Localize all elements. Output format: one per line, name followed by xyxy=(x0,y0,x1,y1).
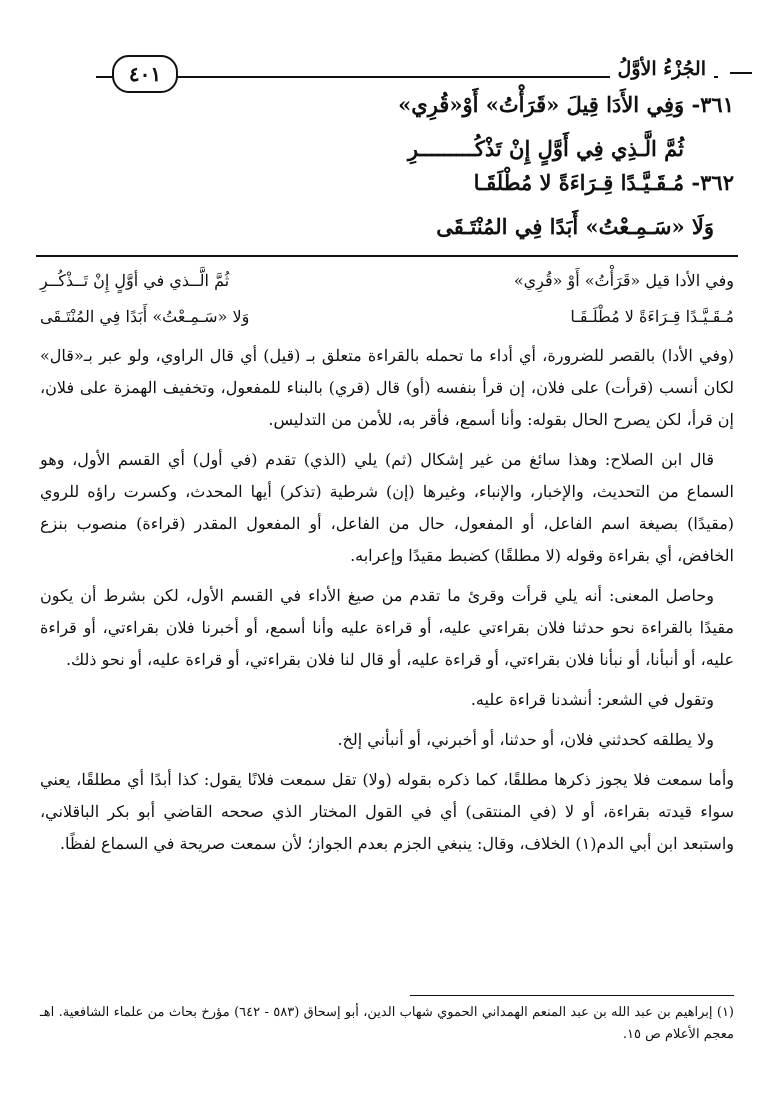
commentary-paragraph: وحاصل المعنى: أنه يلي قرأت وقرئ ما تقدم من صيغ الأداء في القسم الأول، لكن بشرط أن يكون مقيدًا بالقراءة نحو حدثنا فلان بقراءتي عليه، أو قراءة عليه وأنا أسمع، أو أخبرنا فلان بقراءتي، أو قراءة عليه، أو أنبأنا، أو نبأنا فلان بقراءتي، أو قراءة عليه، أو قال لنا فلان بقراءتي، أو قراءة عليه، أو نحو ذلك. xyxy=(40,586,734,669)
running-head: الجُزْءُ الأوَّلُ xyxy=(610,58,714,80)
commentary-paragraph: وتقول في الشعر: أنشدنا قراءة عليه. xyxy=(470,690,714,709)
page-number: ٤٠١ xyxy=(112,55,178,93)
commentary-paragraph: ولا يطلقه كحدثني فلان، أو حدثنا، أو أخبرني، أو أنبأني إلخ. xyxy=(337,730,714,749)
header-dash xyxy=(730,72,752,74)
verse-hemistich-left: وَلا «سَـمِـعْتُ» أَبَدًا فِي المُنْتَـقَى xyxy=(40,306,250,326)
poem-line-2: ثُمَّ الَّـذِي فِي أَوَّلٍ إِنْ تَذْكُـــــــــرِ xyxy=(407,136,684,161)
verse-hemistich-left: ثُمَّ الَّــذي في أوَّلٍ إِنْ تَــذْكُــرِ xyxy=(40,270,230,290)
footnote xyxy=(40,1002,734,1046)
verse-hemistich-right: وفي الأدا قيل «قَرَأْتُ» أَوْ «قُرِي» xyxy=(513,270,734,290)
poem-line-1: ٣٦١- وَفِي الأَدَا قِيلَ «قَرَأْتُ» أَوْ«قُرِي» xyxy=(398,92,734,117)
footnote-rule xyxy=(410,995,734,996)
commentary-body xyxy=(40,340,734,868)
commentary-paragraph: قال ابن الصلاح: وهذا سائغ من غير إشكال (ثم) يلي (الذي) تقدم (في أول) أي القسم الأول، وهو السماع من التحديث، والإخبار، والإنباء، وغيرها (إن) شرطية (تذكر) أيها المحدث، وكسرت راؤه للروي (مقيدًا) بصيغة اسم الفاعل، أو المفعول، حال من الفاعل، أو المفعول المقدر (قراءة) منصوب بنزع الخافض، أي بقراءة وقوله (لا مطلقًا) كضبط مقيدًا وإعرابه. xyxy=(40,450,734,565)
verse-hemistich-right: مُـقَـيَّـدًا قِـرَاءَةً لا مُطْلَـقَـا xyxy=(570,306,734,326)
poem-line-3: ٣٦٢- مُـقَـيَّـدًا قِـرَاءَةً لا مُطْلَقَـا xyxy=(473,170,734,195)
footnote-text: (١) إبراهيم بن عبد الله بن عبد المنعم الهمداني الحموي شهاب الدين، أبو إسحاق (٥٨٣ - ٦٤٢) مؤرخ بحاث من علماء الشافعية. اهـ معجم الأعلام ص ١٥. xyxy=(40,1005,734,1042)
commentary-paragraph: وأما سمعت فلا يجوز ذكرها مطلقًا، كما ذكره بقوله (ولا) تقل سمعت فلانًا يقول: كذا أبدًا أي مطلقًا، يعني سواء قيدته بقراءة، أو لا (في المنتقى) أي في القول المختار الذي صححه القاضي أبو بكر الباقلاني، واستبعد ابن أبي الدم(١) الخلاف، وقال: ينبغي الجزم بعدم الجواز؛ لأن سمعت صريحة في السماع لفظًا. xyxy=(40,770,734,853)
verse-row xyxy=(40,262,734,298)
verses-block xyxy=(40,262,734,334)
section-divider xyxy=(36,255,738,257)
verse-row xyxy=(40,298,734,334)
poem-line-4: وَلَا «سَـمِـعْتُ» أَبَدًا فِي المُنْتَـقَى xyxy=(436,214,714,239)
commentary-paragraph: (وفي الأدا) بالقصر للضرورة، أي أداء ما تحمله بالقراءة متعلق بـ (قيل) أي قال الراوي، ولو عبر بـ«قال» لكان أنسب (قرأت) على فلان، إن قرأ بنفسه (أو) قال (قري) بالبناء للمفعول، وتخفيف الهمزة على فلان، إن قرأ، لكن يصرح الحال بقوله: وأنا أسمع، فأقر به، للأمن من التدليس. xyxy=(40,346,734,429)
